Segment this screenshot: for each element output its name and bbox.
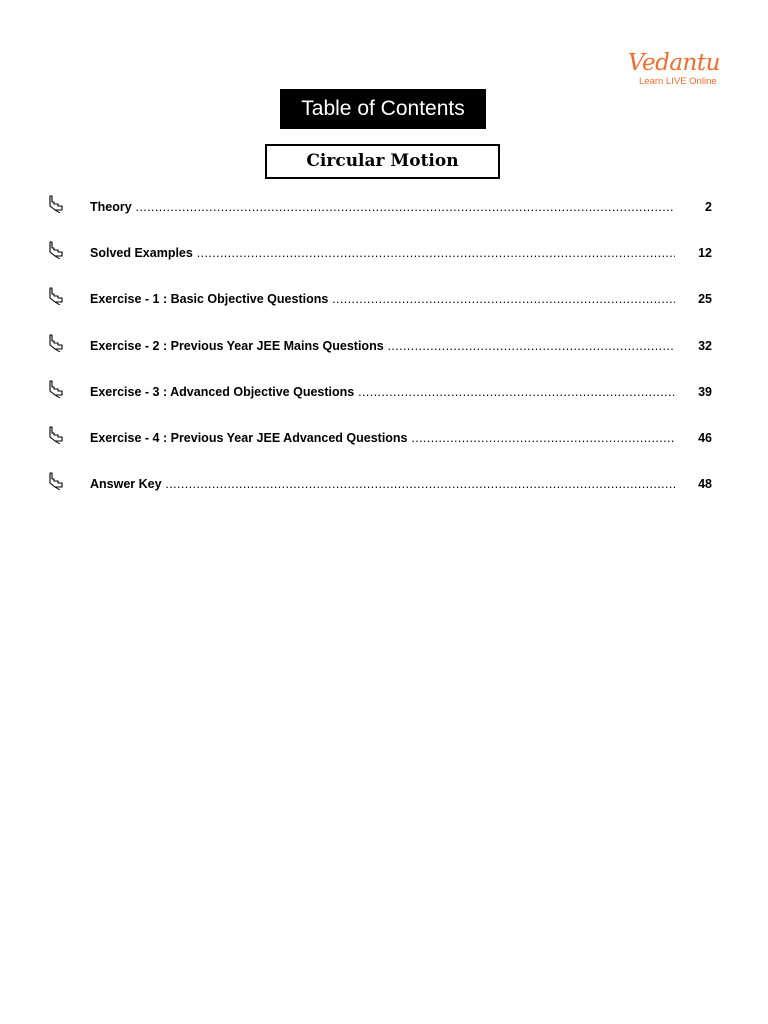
- toc-item[interactable]: [44, 193, 716, 239]
- logo-tagline: Learn LIVE Online: [639, 76, 717, 87]
- hand-pointing-icon: [46, 472, 64, 490]
- toc-item[interactable]: [44, 378, 716, 424]
- toc-item-page: 46: [698, 430, 712, 445]
- vedantu-logo: [624, 50, 724, 88]
- hand-pointing-icon: [46, 241, 64, 259]
- toc-item-page: 39: [698, 384, 712, 399]
- toc-item[interactable]: [44, 285, 716, 331]
- toc-item-title: Exercise - 1 : Basic Objective Questions .....: [90, 290, 675, 308]
- hand-pointing-icon: [46, 334, 64, 352]
- toc-item-page: 2: [705, 200, 712, 214]
- toc-item-page: 48: [698, 477, 712, 492]
- toc-item-page: 25: [698, 292, 712, 307]
- toc-item-title: Answer Key .....: [90, 475, 675, 493]
- toc-item-title: Theory .....: [90, 198, 675, 216]
- hand-pointing-icon: [46, 380, 64, 398]
- hand-pointing-icon: [46, 195, 64, 213]
- toc-item-title: Exercise - 2 : Previous Year JEE Mains Questions .....: [90, 337, 675, 355]
- subject-title: Circular Motion: [265, 144, 500, 179]
- hand-pointing-icon: [46, 287, 64, 305]
- toc-heading: Table of Contents: [280, 89, 486, 129]
- toc-item[interactable]: [44, 332, 716, 378]
- toc-item[interactable]: [44, 239, 716, 285]
- toc-list: [44, 193, 716, 516]
- toc-item-title: Solved Examples .....: [90, 244, 675, 262]
- logo-brand-name: Vedantu: [628, 50, 720, 76]
- hand-pointing-icon: [46, 426, 64, 444]
- toc-item-page: 32: [698, 338, 712, 353]
- toc-item-title: Exercise - 3 : Advanced Objective Questions .....: [90, 383, 675, 401]
- toc-item-page: 12: [698, 246, 712, 261]
- toc-item-title: Exercise - 4 : Previous Year JEE Advanced Questions .....: [90, 429, 675, 447]
- toc-item[interactable]: [44, 424, 716, 470]
- toc-item[interactable]: [44, 470, 716, 516]
